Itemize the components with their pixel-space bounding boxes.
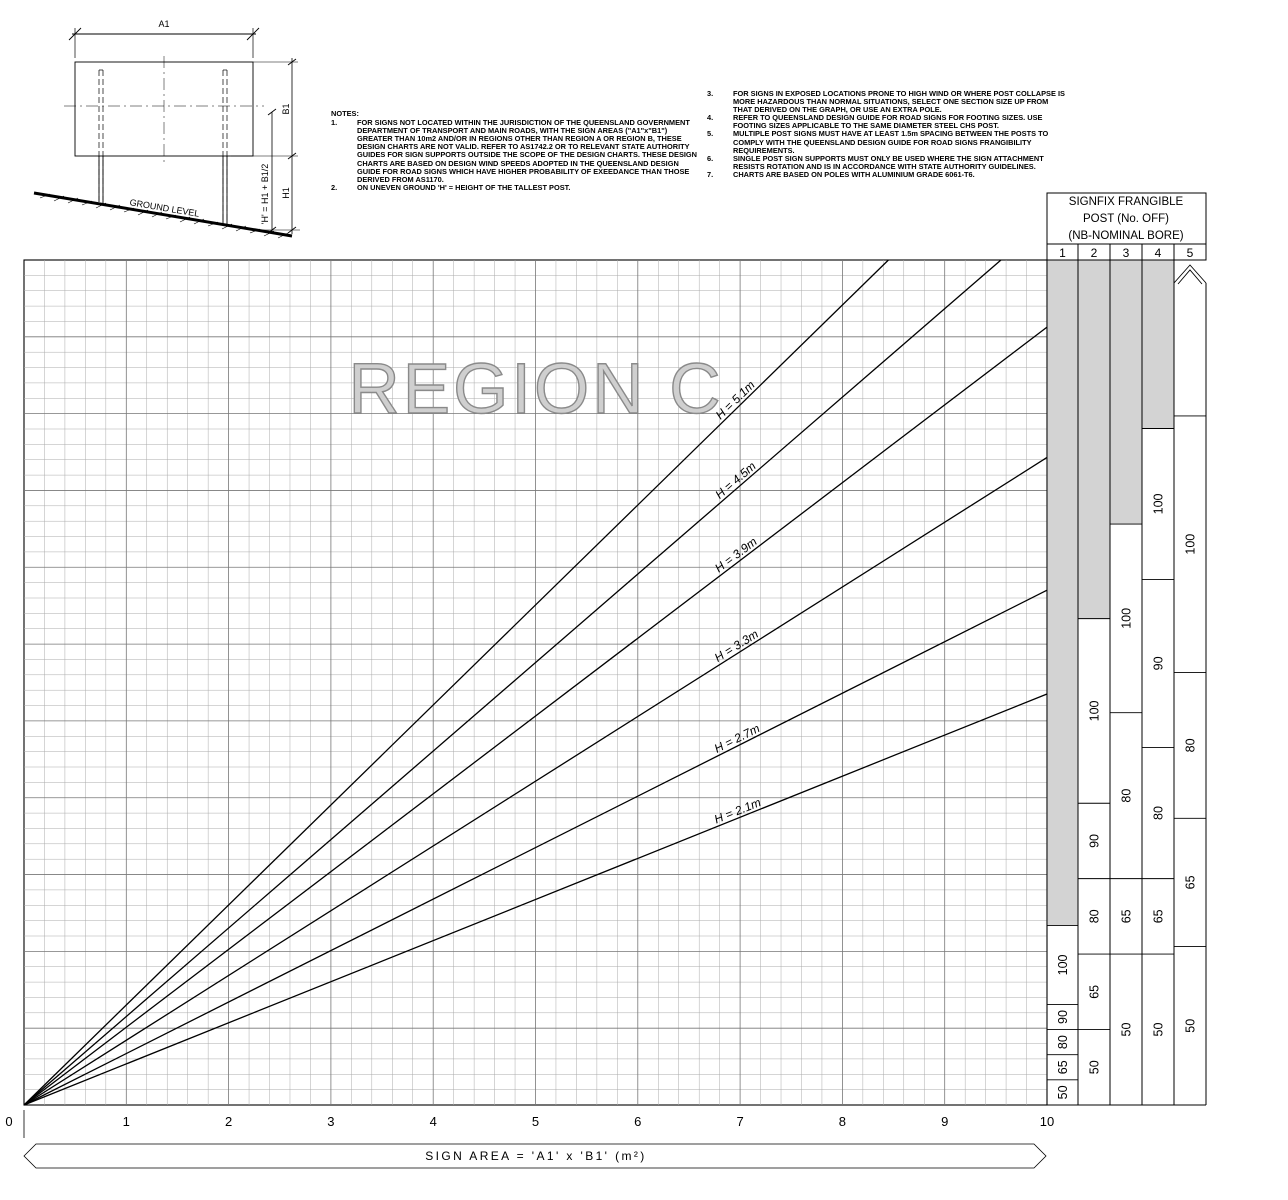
note-item xyxy=(707,155,1067,171)
frangible-nominal-bore: 80 xyxy=(1151,806,1166,820)
frangible-column xyxy=(1142,260,1174,1105)
frangible-nominal-bore: 50 xyxy=(1056,1085,1070,1100)
frangible-column-number: 4 xyxy=(1154,246,1162,260)
frangible-nominal-bore: 90 xyxy=(1151,656,1166,671)
note-item xyxy=(707,130,1067,154)
x-tick-label: 4 xyxy=(429,1114,437,1129)
frangible-columns xyxy=(1047,260,1206,1105)
x-tick-label: 5 xyxy=(531,1114,540,1129)
note-number: 2. xyxy=(331,182,338,192)
frangible-nominal-bore: 50 xyxy=(1119,1022,1134,1037)
frangible-nominal-bore: 50 xyxy=(1183,1018,1198,1033)
frangible-nominal-bore: 100 xyxy=(1056,954,1070,976)
frangible-title-line-3: (NB-NOMINAL BORE) xyxy=(1068,230,1184,242)
region-watermark: REGION C xyxy=(348,350,724,429)
frangible-column-up-arrow xyxy=(1178,270,1202,284)
frangible-not-applicable-zone xyxy=(1142,260,1174,428)
frangible-nominal-bore: 100 xyxy=(1119,607,1134,629)
frangible-not-applicable-zone xyxy=(1078,260,1110,619)
frangible-title-line-2: POST (No. OFF) xyxy=(1082,213,1170,225)
note-text: SINGLE POST SIGN SUPPORTS MUST ONLY BE USED WHERE THE SIGN ATTACHMENT RESISTS ROTATION AND IS IN ACCORDANCE WITH STATE AUTHORITY GUIDELINES. xyxy=(733,153,1044,171)
x-tick-label: 1 xyxy=(122,1114,130,1129)
notes-right xyxy=(707,90,1067,179)
x-tick-label: 10 xyxy=(1039,1114,1055,1129)
x-tick-label: 2 xyxy=(224,1114,233,1129)
x-tick-label: 9 xyxy=(941,1114,949,1129)
frangible-column-number: 5 xyxy=(1186,246,1194,260)
frangible-nominal-bore: 90 xyxy=(1087,833,1102,848)
x-axis-label: SIGN AREA = 'A1' x 'B1' (m²) xyxy=(425,1149,647,1163)
frangible-nominal-bore: 80 xyxy=(1056,1035,1070,1050)
height-line-label: H = 4.5m xyxy=(712,459,759,502)
note-text: CHARTS ARE BASED ON POLES WITH ALUMINIUM GRADE 6061-T6. xyxy=(733,169,975,179)
note-item xyxy=(707,171,1067,179)
x-tick-label: 7 xyxy=(736,1114,744,1129)
frangible-nominal-bore: 100 xyxy=(1151,493,1166,515)
height-line-label: H = 3.9m xyxy=(712,534,760,576)
x-axis-ticks xyxy=(5,1110,1054,1138)
frangible-nominal-bore: 80 xyxy=(1119,788,1134,803)
frangible-nominal-bore: 50 xyxy=(1151,1022,1166,1037)
h1-dimension-label: H1 xyxy=(281,187,291,199)
height-line-label: H = 2.1m xyxy=(712,795,763,827)
frangible-column-number: 1 xyxy=(1059,246,1066,260)
frangible-not-applicable-zone xyxy=(1110,260,1142,524)
frangible-column xyxy=(1174,265,1206,1105)
frangible-nominal-bore: 65 xyxy=(1087,984,1102,999)
frangible-nominal-bore: 100 xyxy=(1183,533,1198,555)
frangible-nominal-bore: 65 xyxy=(1056,1060,1070,1075)
frangible-column-up-arrow xyxy=(1174,265,1206,283)
notes-left xyxy=(331,110,703,192)
note-number: 6. xyxy=(707,153,714,163)
frangible-column-number: 3 xyxy=(1122,246,1130,260)
x-tick-label: 3 xyxy=(327,1114,335,1129)
note-text: FOR SIGNS IN EXPOSED LOCATIONS PRONE TO HIGH WIND OR WHERE POST COLLAPSE IS MORE HAZARDOUS THAN NORMAL SITUATIONS, SELECT ONE SECTION SIZE UP FROM THAT DERIVED ON THE GRAPH, OR USE AN EXTRA POLE. xyxy=(733,89,1065,115)
note-text: FOR SIGNS NOT LOCATED WITHIN THE JURISDICTION OF THE QUEENSLAND GOVERNMENT DEPARTMENT OF TRANSPORT AND MAIN ROADS, WITH THE SIGN AREAS ("A1"x"B1") GREATER THAN 10m2 AND/OR IN REGIONS OTHER THAN REGION A OR REGION B, THESE DESIGN CHARTS ARE NOT VALID. REFER TO AS1742.2 OR TO RELEVANT STATE AUTHORITY GUIDES FOR SIGN SUPPORTS OUTSIDE THE SCOPE OF THE DESIGN CHARTS. THESE DESIGN CHARTS ARE BASED ON DESIGN WIND SPEEDS ADOPTED IN THE QUEENSLAND DESIGN GUIDE FOR ROAD SIGNS WHICH HAVE HIGHER PROBABILITY OF EXEEDANCE THAN THOSE DERIVED FROM AS1170. xyxy=(357,118,698,184)
note-number: 4. xyxy=(707,113,714,123)
height-line-label: H = 5.1m xyxy=(712,377,758,423)
h-formula-label: 'H' = H1 + B1/2 xyxy=(260,163,270,225)
x-tick-label: 0 xyxy=(5,1114,13,1129)
frangible-nominal-bore: 100 xyxy=(1087,700,1102,722)
frangible-nominal-bore: 80 xyxy=(1087,909,1102,924)
b1-dimension-label: B1 xyxy=(281,103,291,115)
frangible-nominal-bore: 65 xyxy=(1119,909,1134,924)
frangible-column xyxy=(1047,260,1078,1105)
a1-dimension-label: A1 xyxy=(158,19,170,29)
frangible-not-applicable-zone xyxy=(1047,260,1078,925)
frangible-nominal-bore: 90 xyxy=(1056,1010,1070,1024)
note-number: 3. xyxy=(707,89,714,98)
height-line-label: H = 2.7m xyxy=(711,721,762,756)
frangible-nominal-bore: 65 xyxy=(1151,909,1166,924)
frangible-nominal-bore: 80 xyxy=(1183,738,1198,753)
note-text: ON UNEVEN GROUND 'H' = HEIGHT OF THE TALLEST POST. xyxy=(357,182,571,192)
notes-heading: NOTES: xyxy=(331,109,359,118)
x-tick-label: 8 xyxy=(838,1114,847,1129)
frangible-nominal-bore: 50 xyxy=(1087,1060,1102,1075)
note-text: MULTIPLE POST SIGNS MUST HAVE AT LEAST 1.5m SPACING BETWEEN THE POSTS TO COMPLY WITH THE QUEENSLAND DESIGN GUIDE FOR ROAD SIGNS FRANGIBILITY REQUIREMENTS. xyxy=(733,129,1049,155)
x-tick-label: 6 xyxy=(634,1114,642,1129)
frangible-column-number: 2 xyxy=(1090,246,1098,260)
note-item xyxy=(331,119,703,184)
ground-level-label: GROUND LEVEL xyxy=(128,197,201,219)
frangible-column xyxy=(1078,260,1110,1105)
frangible-column xyxy=(1110,260,1142,1105)
note-number: 7. xyxy=(707,169,714,179)
frangible-nominal-bore: 65 xyxy=(1183,875,1198,890)
height-line-label: H = 3.3m xyxy=(711,626,761,665)
note-text: REFER TO QUEENSLAND DESIGN GUIDE FOR ROAD SIGNS FOR FOOTING SIZES. USE FOOTING SIZES APPLICABLE TO THE SAME DIAMETER STEEL CHS POST. xyxy=(733,113,1043,131)
note-item xyxy=(707,114,1067,130)
note-item xyxy=(331,184,703,192)
note-item xyxy=(707,90,1067,114)
frangible-column-headers xyxy=(1047,244,1206,260)
frangible-title-line-1: SIGNFIX FRANGIBLE xyxy=(1068,196,1184,208)
note-number: 5. xyxy=(707,129,714,139)
note-number: 1. xyxy=(331,118,338,128)
